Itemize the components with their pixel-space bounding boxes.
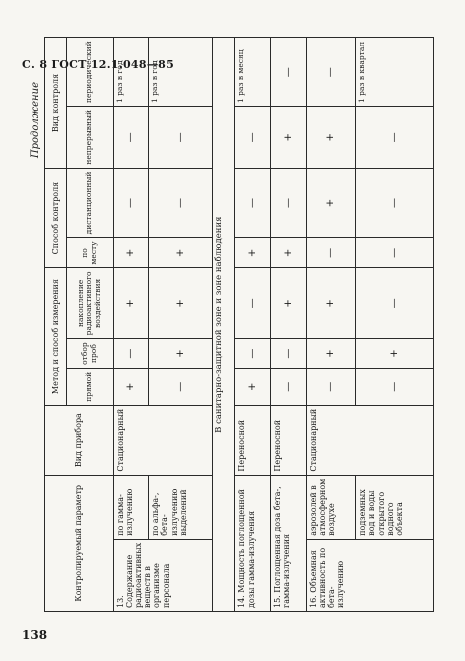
cell-direct: +: [235, 368, 271, 405]
table-row: [235, 38, 271, 612]
cell-selection: —: [113, 339, 149, 369]
cell-accum: —: [235, 268, 271, 339]
page-header: С. 8 ГОСТ 12.1.048—85: [22, 58, 175, 71]
cell-remote: —: [113, 168, 149, 238]
row-device: Стационарный: [306, 405, 433, 475]
cell-periodic: 1 раз в квартал: [356, 38, 434, 107]
cell-local: +: [271, 238, 307, 268]
cell-remote: —: [235, 168, 271, 238]
cell-local: —: [306, 238, 356, 268]
section-title: В санитарно-защитной зоне и зоне наблюдения: [212, 38, 235, 612]
row-sub: по гамма-излучению: [113, 475, 149, 539]
cell-continuous: —: [113, 107, 149, 169]
row-device: Стационарный: [113, 405, 212, 475]
cell-continuous: —: [149, 107, 213, 169]
cell-periodic: —: [306, 38, 356, 107]
cell-accum: +: [149, 268, 213, 339]
cell-accum: +: [306, 268, 356, 339]
row-param: 13. Содержание радиоактивных веществ в организме персонала: [113, 539, 212, 611]
cell-selection: +: [356, 339, 434, 369]
cell-remote: —: [271, 168, 307, 238]
cell-remote: +: [306, 168, 356, 238]
row-device: Переносной: [271, 405, 307, 475]
row-sub: аэрозолей в атмосферном воздухе: [306, 475, 356, 539]
col-remote: дистанционный: [66, 168, 113, 238]
col-way-group: Способ контроля: [45, 168, 67, 268]
cell-direct: —: [306, 368, 356, 405]
cell-periodic: —: [271, 38, 307, 107]
cell-accum: +: [113, 268, 149, 339]
cell-local: +: [113, 238, 149, 268]
col-local: по месту: [66, 238, 113, 268]
col-param: Контролируемый параметр: [45, 475, 114, 611]
cell-selection: +: [149, 339, 213, 369]
cell-direct: +: [113, 368, 149, 405]
row-param: 15. Поглощенная доза бета-, гамма-излучения: [271, 475, 307, 611]
cell-continuous: —: [356, 107, 434, 169]
cell-local: —: [356, 238, 434, 268]
col-selection: отбор проб: [66, 339, 113, 369]
cell-remote: —: [149, 168, 213, 238]
cell-selection: +: [306, 339, 356, 369]
cell-continuous: +: [306, 107, 356, 169]
cell-selection: —: [271, 339, 307, 369]
cell-continuous: —: [235, 107, 271, 169]
cell-direct: —: [271, 368, 307, 405]
col-periodic: периодический: [66, 38, 113, 107]
cell-periodic: 1 раз в год: [113, 38, 149, 107]
continuation-label: Продолжение: [30, 82, 41, 159]
col-type-group: Вид контроля: [45, 38, 67, 168]
cell-periodic: 1 раз в месяц: [235, 38, 271, 107]
cell-direct: —: [356, 368, 434, 405]
col-method-group: Метод и способ измерения: [45, 268, 67, 405]
cell-accum: —: [356, 268, 434, 339]
col-accum: накопление радиоактивного воздействия: [66, 268, 113, 339]
col-continuous: непрерывный: [66, 107, 113, 169]
cell-direct: —: [149, 368, 213, 405]
cell-local: +: [149, 238, 213, 268]
row-sub: подземных вод и воды открытого водного объекта: [356, 475, 434, 539]
cell-local: +: [235, 238, 271, 268]
col-direct: прямой: [66, 368, 113, 405]
control-table: [44, 37, 434, 612]
cell-periodic: 1 раз в год: [149, 38, 213, 107]
row-param: 14. Мощность поглощенной дозы гамма-излучения: [235, 475, 271, 611]
section-row: [212, 38, 235, 612]
page-number: 138: [22, 628, 48, 642]
table-row: [271, 38, 307, 612]
row-sub: по альфа-, бета-излучению выделений: [149, 475, 213, 539]
cell-selection: —: [235, 339, 271, 369]
row-device: Переносной: [235, 405, 271, 475]
table-row: [356, 38, 434, 612]
table-row: [306, 38, 356, 612]
cell-accum: +: [271, 268, 307, 339]
table-row: [149, 38, 213, 612]
cell-continuous: +: [271, 107, 307, 169]
col-device: Вид прибора: [45, 405, 114, 475]
cell-remote: —: [356, 168, 434, 238]
table-row: [113, 38, 149, 612]
row-param: 16. Объемная активность по бета-излучению: [306, 539, 433, 611]
